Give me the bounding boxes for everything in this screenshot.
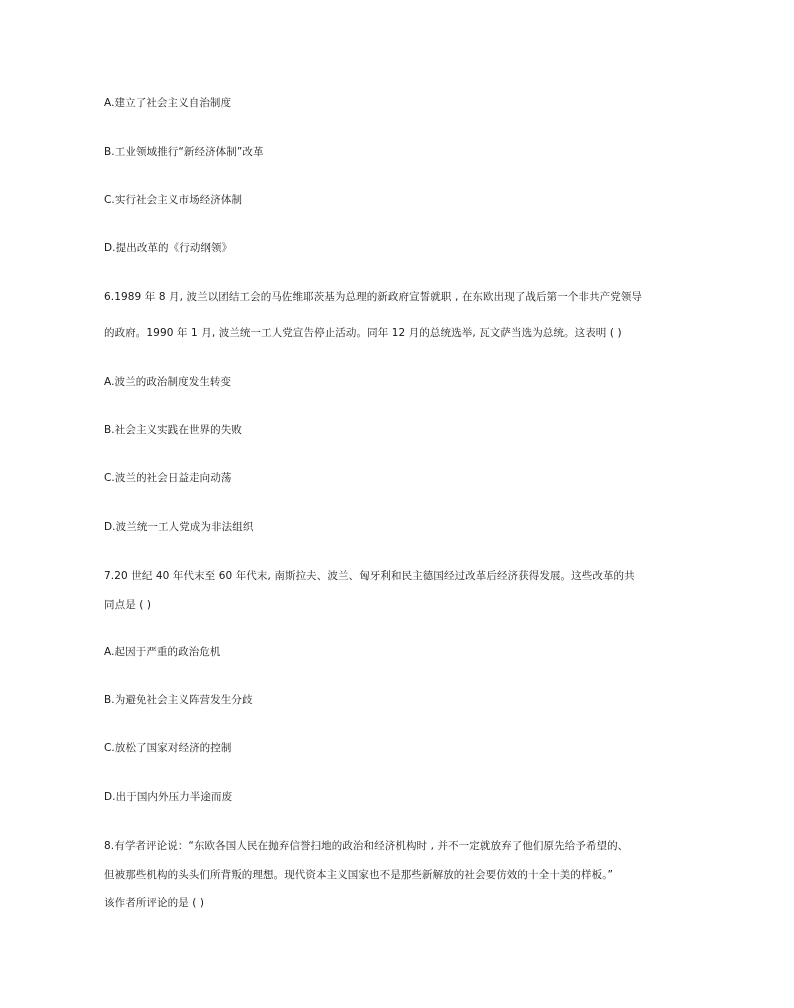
q5-option-d: D.提出改革的《行动纲领》	[104, 242, 233, 254]
q7-option-c: C.放松了国家对经济的控制	[104, 742, 232, 754]
q6-stem-line-1: 6.1989 年 8 月, 波兰以团结工会的马佐维耶茨基为总理的新政府宣誓就职 , 在东欧出现了战后第一个非共产党领导	[104, 291, 643, 303]
q7-option-b: B.为避免社会主义阵营发生分歧	[104, 694, 253, 706]
q7-option-d: D.出于国内外压力半途而废	[104, 791, 233, 803]
q7-option-a: A.起因于严重的政治危机	[104, 646, 221, 658]
q5-option-a: A.建立了社会主义自治制度	[104, 97, 232, 109]
q5-option-b: B.工业领域推行“新经济体制”改革	[104, 146, 264, 158]
q7-stem-line-1: 7.20 世纪 40 年代末至 60 年代末, 南斯拉夫、波兰、匈牙利和民主德国经过改革后经济获得发展。这些改革的共	[104, 570, 635, 582]
q7-stem-line-2: 同点是 ( )	[104, 599, 152, 611]
q6-option-b: B.社会主义实践在世界的失败	[104, 424, 242, 436]
q6-option-a: A.波兰的政治制度发生转变	[104, 376, 232, 388]
q6-option-d: D.波兰统一工人党成为非法组织	[104, 521, 254, 533]
q6-stem-line-2: 的政府。1990 年 1 月, 波兰统一工人党宣告停止活动。同年 12 月的总统选举, 瓦文萨当选为总统。这表明 ( )	[104, 327, 622, 339]
q8-stem-line-3: 该作者所评论的是 ( )	[104, 897, 205, 909]
q6-option-c: C.波兰的社会日益走向动荡	[104, 472, 232, 484]
q8-stem-line-2: 但被那些机构的头头们所背叛的理想。现代资本主义国家也不是那些新解放的社会要仿效的十全十美的样板。”	[104, 869, 614, 881]
q8-stem-line-1: 8.有学者评论说：“东欧各国人民在抛弃信誉扫地的政治和经济机构时 , 并不一定就放弃了他们原先给予希望的、	[104, 840, 629, 852]
q5-option-c: C.实行社会主义市场经济体制	[104, 194, 243, 206]
